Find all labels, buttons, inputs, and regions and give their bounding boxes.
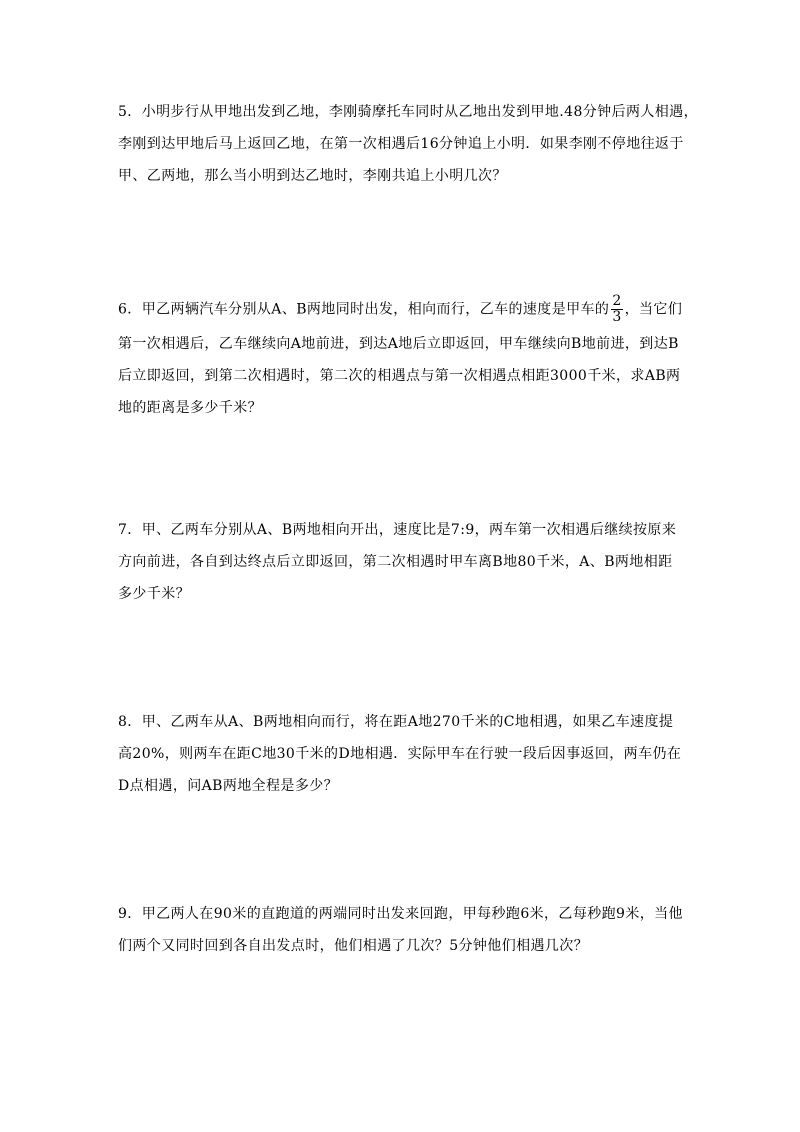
problem-6-line-3: 后立即返回，到第二次相遇时，第二次的相遇点与第一次相遇点相距3000千米，求AB两 bbox=[118, 368, 681, 384]
fraction-denominator: 3 bbox=[612, 309, 622, 325]
problem-5-line-3: 甲、乙两地，那么当小明到达乙地时，李刚共追上小明几次？ bbox=[118, 168, 507, 184]
problem-8-line-3: D点相遇，问AB两地全程是多少？ bbox=[118, 778, 339, 794]
problem-5-line-1: 5．小明步行从甲地出发到乙地，李刚骑摩托车同时从乙地出发到甲地.48分钟后两人相遇， bbox=[118, 104, 698, 120]
problem-5-line-2: 李刚到达甲地后马上返回乙地，在第一次相遇后16分钟追上小明．如果李刚不停地往返于 bbox=[118, 136, 684, 152]
problem-7-line-1: 7．甲、乙两车分别从A、B两地相向开出，速度比是7:9，两车第一次相遇后继续按原来 bbox=[118, 522, 677, 538]
problem-7-line-3: 多少千米？ bbox=[118, 586, 190, 602]
problem-8-line-2: 高20%，则两车在距C地30千米的D地相遇．实际甲车在行驶一段后因事返回，两车仍在 bbox=[118, 746, 682, 762]
fraction-two-thirds bbox=[611, 294, 622, 325]
problem-6-line-1-before: 6．甲乙两辆汽车分别从A、B两地同时出发，相向而行，乙车的速度是甲车的 bbox=[118, 301, 610, 318]
problem-7-line-2: 方向前进，各自到达终点后立即返回，第二次相遇时甲车离B地80千米，A、B两地相距 bbox=[118, 554, 673, 570]
problem-9-line-1: 9．甲乙两人在90米的直跑道的两端同时出发来回跑，甲每秒跑6米，乙每秒跑9米，当他 bbox=[118, 906, 683, 922]
problem-6-line-4: 地的距离是多少千米？ bbox=[118, 400, 262, 416]
problem-6-line-1 bbox=[118, 294, 682, 325]
problem-6-line-2: 第一次相遇后，乙车继续向A地前进，到达A地后立即返回，甲车继续向B地前进，到达B bbox=[118, 336, 679, 352]
problem-6-line-1-after: ，当它们 bbox=[624, 301, 683, 318]
problem-9-line-2: 们两个又同时回到各自出发点时，他们相遇了几次？5分钟他们相遇几次？ bbox=[118, 938, 589, 954]
fraction-numerator: 2 bbox=[612, 293, 622, 309]
problem-8-line-1: 8．甲、乙两车从A、B两地相向而行，将在距A地270千米的C地相遇，如果乙车速度提 bbox=[118, 714, 674, 730]
